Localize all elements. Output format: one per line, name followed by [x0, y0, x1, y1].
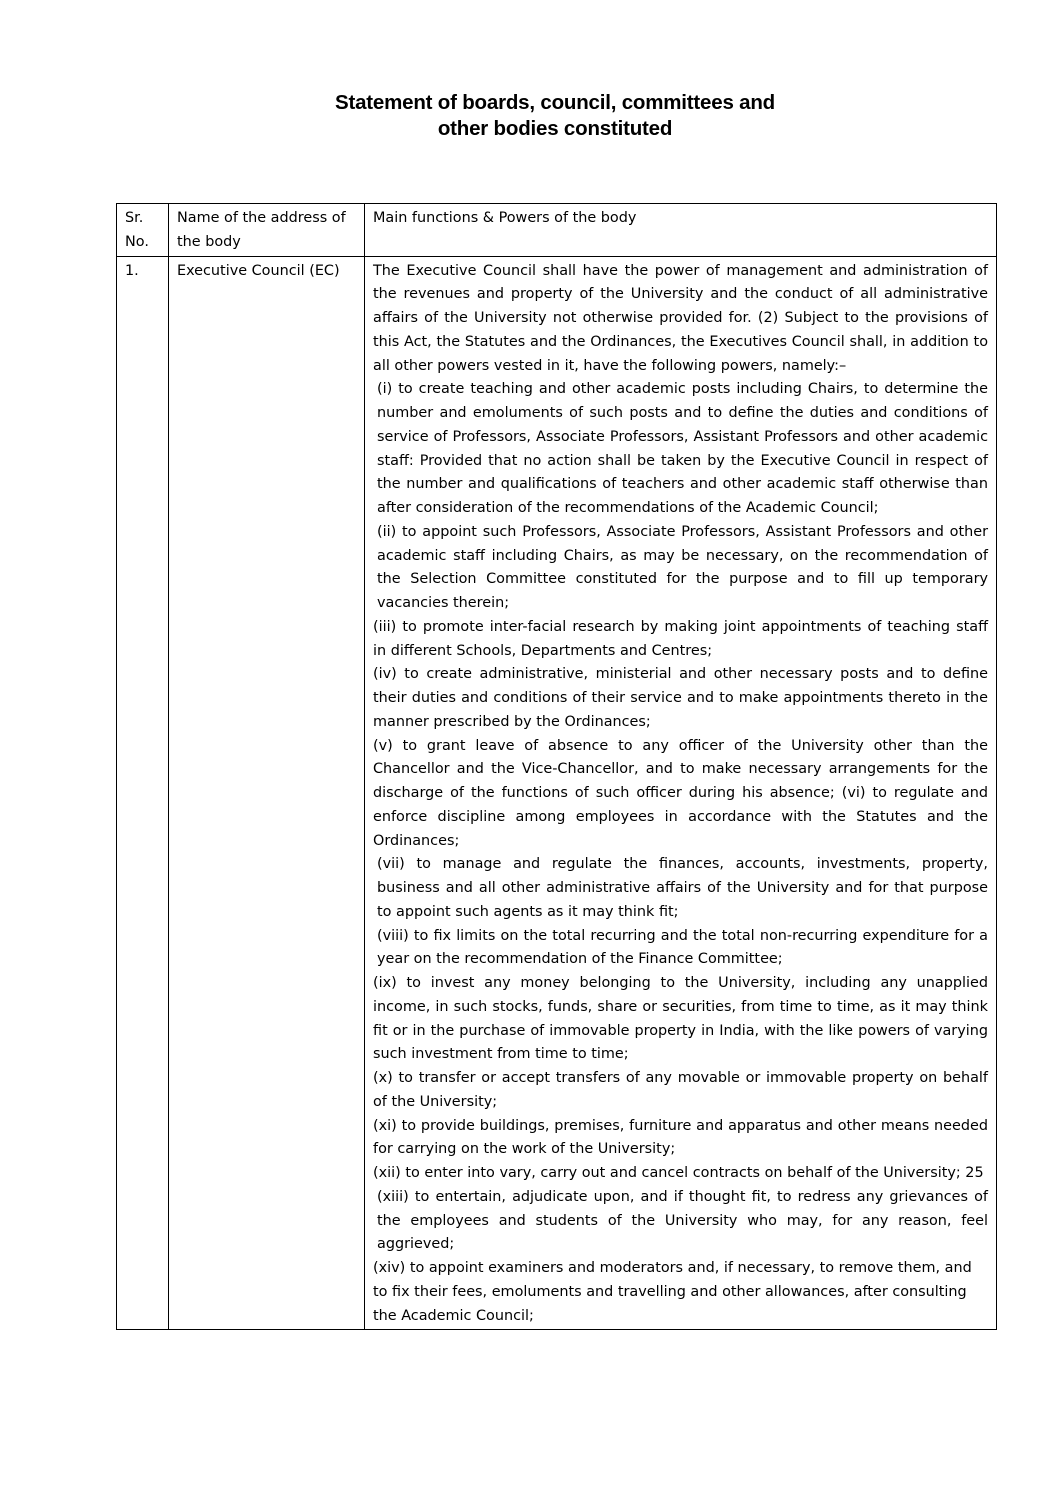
function-paragraph: (v) to grant leave of absence to any officer of the University other than the Chancellor and the Vice-Chancellor, and to make necessary arrangements for the discharge of the functions of such officer during his absence; (vi) to regulate and enforce discipline among employees in accordance with the Statutes and the Ordinances;	[373, 737, 988, 849]
row-functions	[365, 256, 997, 1330]
bodies-table	[116, 203, 997, 1330]
function-paragraph: (xiv) to appoint examiners and moderators and, if necessary, to remove them, and to fix their fees, emoluments and travelling and other allowances, after consulting the Academic Council;	[373, 1260, 972, 1324]
function-paragraph: (ix) to invest any money belonging to the University, including any unapplied income, in such stocks, funds, share or securities, from time to time, as it may think fit or in the purchase of immovable property in India, with the like powers of varying such investment from time to time;	[373, 975, 988, 1063]
function-paragraph: (x) to transfer or accept transfers of any movable or immovable property on behalf of the University;	[373, 1070, 988, 1110]
function-paragraph: (iv) to create administrative, ministerial and other necessary posts and to define their duties and conditions of their service and to make appointments thereto in the manner prescribed by the Ordinances;	[373, 666, 988, 730]
header-sr-no: Sr. No.	[117, 204, 169, 257]
row-body-name: Executive Council (EC)	[169, 256, 365, 1330]
header-functions: Main functions & Powers of the body	[365, 204, 997, 257]
function-paragraph: (iii) to promote inter-facial research by making joint appointments of teaching staff in different Schools, Departments and Centres;	[373, 618, 988, 659]
function-paragraph: (i) to create teaching and other academic posts including Chairs, to determine the number and emoluments of such posts and to define the duties and conditions of service of Professors, Associate Professors, Assistant Professors and other academic staff: Provided that no action shall be taken by the Executive Council in respect of the number and qualifications of teachers and other academic staff otherwise than after consideration of the recommendations of the Academic Council;	[377, 381, 988, 516]
row-sr-no: 1.	[117, 256, 169, 1330]
function-paragraph: (vii) to manage and regulate the finances, accounts, investments, property, business and all other administrative affairs of the University and for that purpose to appoint such agents as it may think fit;	[377, 856, 988, 920]
function-paragraph: (xiii) to entertain, adjudicate upon, and if thought fit, to redress any grievances of the employees and students of the University who may, for any reason, feel aggrieved;	[377, 1188, 988, 1253]
function-paragraph: (xi) to provide buildings, premises, furniture and apparatus and other means needed for carrying on the work of the University;	[373, 1117, 988, 1158]
document-title	[0, 90, 1058, 142]
table-header-row	[117, 204, 997, 257]
function-paragraph: (viii) to fix limits on the total recurring and the total non-recurring expenditure for a year on the recommendation of the Finance Committee;	[377, 927, 988, 968]
function-paragraph: (xii) to enter into vary, carry out and cancel contracts on behalf of the University; 25	[373, 1165, 984, 1181]
header-body-name: Name of the address of the body	[169, 204, 365, 257]
title-line-2: other bodies constituted	[437, 117, 673, 140]
function-paragraph: The Executive Council shall have the power of management and administration of the revenues and property of the University and the conduct of all administrative affairs of the University not otherwise provided for. (2) Subject to the provisions of this Act, the Statutes and the Ordinances, the Executives Council shall, in addition to all other powers vested in it, have the following powers, namely:–	[373, 262, 988, 374]
title-line-1: Statement of boards, council, committees and	[334, 91, 775, 114]
table-row	[117, 256, 997, 1330]
function-paragraph: (ii) to appoint such Professors, Associate Professors, Assistant Professors and other academic staff including Chairs, as may be necessary, on the recommendation of the Selection Committee constituted for the purpose and to fill up temporary vacancies therein;	[377, 523, 988, 611]
